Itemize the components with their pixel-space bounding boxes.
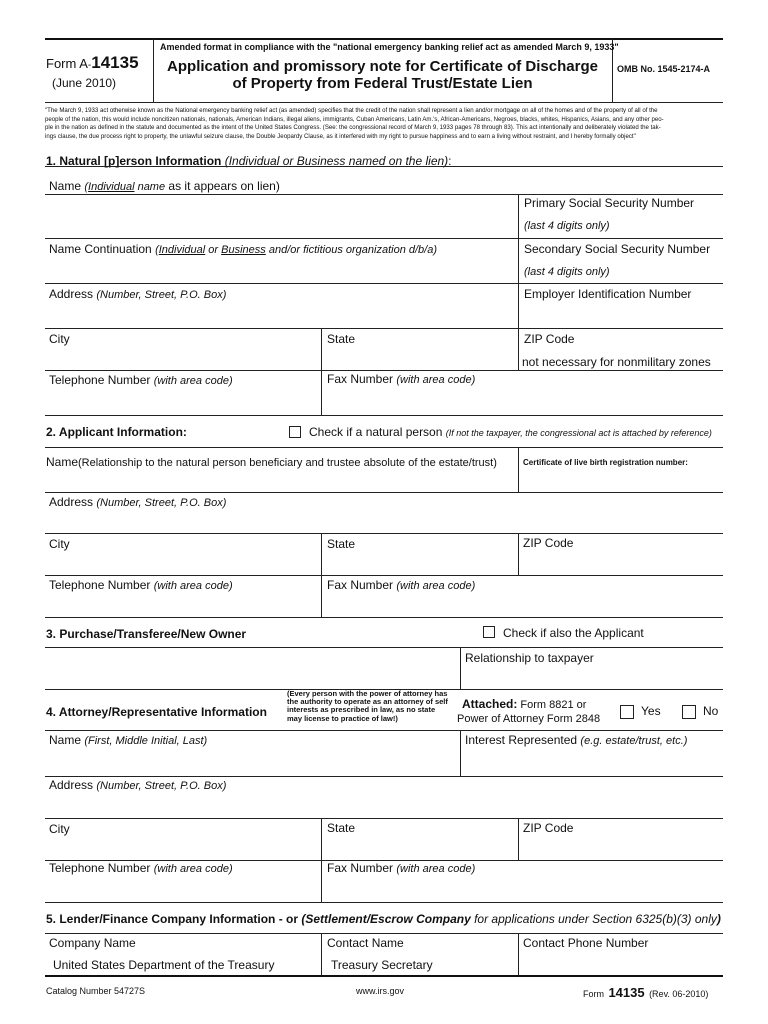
s2-phone-note: (with area code): [153, 580, 233, 592]
s2-name-note: (Relationship to the natural person beneficiary and trustee absolute of the estate/trust): [78, 457, 497, 469]
s5-company-value: United States Department of the Treasury: [53, 958, 275, 972]
s4-poa-line: may license to practice of law!): [287, 713, 398, 723]
rule: [45, 575, 723, 576]
s1-phone-label[interactable]: [49, 373, 233, 387]
s5-phone-label[interactable]: Contact Phone Number: [523, 936, 649, 950]
title-line-1: Application and promissory note for Certificate of Discharge: [167, 58, 598, 75]
s4-phone-note: (with area code): [153, 863, 233, 875]
rule: [45, 370, 723, 371]
s4-name-note: (First, Middle Initial, Last): [84, 735, 208, 747]
s2-zip-label[interactable]: ZIP Code: [523, 536, 574, 550]
rule: [45, 283, 723, 284]
s2-fax-text: Fax Number: [327, 578, 394, 592]
s4-address-text: Address: [49, 778, 94, 792]
footer-rule: [45, 975, 723, 977]
s5-company-label[interactable]: Company Name: [49, 936, 136, 950]
form-prefix: Form A: [46, 56, 88, 71]
s1-name-cont-b: or: [205, 244, 222, 256]
s4-address-label[interactable]: [49, 778, 226, 792]
s4-poa-note: [287, 690, 448, 723]
s1-secondary-ssn-label[interactable]: Secondary Social Security Number: [524, 242, 711, 256]
s2-right-divider: [518, 533, 519, 575]
s1-name-cont-c: Business: [221, 244, 266, 256]
rule: [45, 818, 723, 819]
s4-yes-label: Yes: [641, 704, 661, 718]
s5-title: 5. Lender/Finance Company Information - or: [46, 912, 299, 926]
s1-name-note-c: as it appears on lien): [165, 179, 280, 193]
catalog-number: Catalog Number 54727S: [46, 986, 146, 996]
s4-interest-note: (e.g. estate/trust, etc.): [580, 735, 688, 747]
rule: [45, 647, 723, 648]
form-id: [46, 53, 139, 73]
section-2-heading: 2. Applicant Information:: [46, 425, 187, 439]
s2-fax-note: (with area code): [396, 580, 476, 592]
preamble-line: "The March 9, 1933 act otherwise known as the National emergency banking relief act (as amended) specifies that the credit of the nation shall represent a lien and/or mortgage on all of the homes and of the property of all of the: [45, 107, 658, 114]
s4-divider: [460, 730, 461, 776]
s5-note-c: for applications under Section 6325(b)(3) only: [470, 912, 717, 926]
preamble-text: [45, 107, 725, 141]
footer-rev: (Rev. 06-2010): [649, 989, 709, 999]
page-title: [153, 58, 612, 92]
s5-contact-label[interactable]: Contact Name: [327, 936, 404, 950]
s2-natural-person-checkbox[interactable]: [289, 426, 301, 438]
rule: [45, 617, 723, 618]
s4-name-label[interactable]: [49, 733, 207, 747]
s4-no-label: No: [703, 704, 719, 718]
s4-poa-line: the authority to operate as an attorney of self: [287, 697, 448, 707]
header-bottom-rule: [45, 102, 723, 103]
s3-relationship-label[interactable]: Relationship to taxpayer: [465, 651, 594, 665]
s5-mid-divider: [321, 933, 322, 976]
header-top-rule: [45, 38, 723, 40]
s1-ein-label[interactable]: Employer Identification Number: [524, 287, 692, 301]
s4-attached-label: Attached:: [462, 697, 518, 711]
rule: [45, 730, 723, 731]
rule: [45, 933, 723, 934]
s4-right-divider: [518, 818, 519, 860]
s4-phone-text: Telephone Number: [49, 861, 151, 875]
s2-check-text: Check if a natural person: [309, 425, 443, 439]
section-4-heading: 4. Attorney/Representative Information: [46, 705, 267, 719]
section-3-heading: 3. Purchase/Transferee/New Owner: [46, 627, 247, 641]
rule: [45, 776, 723, 777]
rule: [45, 415, 723, 416]
s1-name-continuation-label[interactable]: Name Continuation (Individual or Business and/or fictitious organization d/b/a): [49, 242, 437, 256]
s1-name-label[interactable]: Name (Individual name as it appears on lien): [49, 179, 280, 193]
s2-phone-label[interactable]: [49, 578, 233, 592]
s2-name-text: Name: [46, 455, 79, 469]
rule: [45, 194, 723, 195]
rule: [45, 447, 723, 448]
s4-interest-text: Interest Represented: [465, 733, 578, 747]
s1-fax-text: Fax Number: [327, 372, 394, 386]
rule: [45, 328, 723, 329]
s4-fax-text: Fax Number: [327, 861, 394, 875]
s1-address-note: (Number, Street, P.O. Box): [96, 289, 227, 301]
rule: [45, 902, 723, 903]
s4-attached-text-2: Power of Attorney Form 2848: [457, 713, 601, 725]
s1-name-note-b: name: [134, 181, 166, 193]
s1-phone-note: (with area code): [153, 375, 233, 387]
s1-phone-text: Telephone Number: [49, 373, 151, 387]
footer-form-id: [583, 984, 708, 1002]
section-1-colon: :: [448, 154, 452, 168]
s2-state-label[interactable]: State: [327, 537, 356, 551]
s1-fax-note: (with area code): [396, 374, 476, 386]
rule: [45, 166, 723, 167]
s1-name-cont-a: Individual: [158, 244, 206, 256]
rule: [45, 492, 723, 493]
s2-fax-label[interactable]: [327, 578, 475, 592]
preamble-line: ings clause, the due process right to property, the unlawful seizure clause, the Double Jeopardy Clause, as it interfered with my right to pursue happiness and to earn a living without restraint, and I hereby formally object": [45, 132, 636, 140]
s2-checkbox-label: [309, 425, 712, 439]
s4-poa-line: interests as prescribed in law, as no state: [287, 705, 436, 715]
s1-name-note-a: Individual: [88, 181, 135, 193]
preamble-line: ple in the nation as defined in the statute and documented as the intent of the United States Congress. (See: the congressional record of March 9, 1933 pages 78 through 83). This act intentionally and deliberately violated the tak-: [45, 124, 661, 131]
s4-interest-label[interactable]: [465, 733, 687, 747]
s4-poa-line: (Every person with the power of attorney has: [287, 689, 448, 698]
s2-city-label[interactable]: City: [49, 537, 70, 551]
s4-yes-checkbox[interactable]: [620, 705, 634, 719]
omb-number: OMB No. 1545-2174-A: [617, 64, 711, 74]
s2-address-note: (Number, Street, P.O. Box): [96, 497, 227, 509]
s4-attached-text-1: Form 8821 or: [520, 699, 587, 711]
s1-name-cont-text: Name Continuation: [49, 242, 152, 256]
s4-zip-label[interactable]: ZIP Code: [523, 821, 574, 835]
s4-fax-label[interactable]: [327, 861, 475, 875]
s4-no-checkbox[interactable]: [682, 705, 696, 719]
s1-name-cont-d: and/or fictitious organization d/b/a): [265, 244, 437, 256]
s2-phone-text: Telephone Number: [49, 578, 151, 592]
s4-phone-label[interactable]: [49, 861, 233, 875]
s1-zip-label[interactable]: ZIP Code: [524, 332, 575, 346]
amended-note: Amended format in compliance with the "national emergency banking relief act as amended March 9, 1933": [160, 42, 619, 52]
s2-name-label[interactable]: [46, 455, 497, 469]
s1-primary-ssn-label[interactable]: Primary Social Security Number: [524, 196, 695, 210]
s3-divider: [460, 647, 461, 690]
title-line-2: of Property from Federal Trust/Estate Lien: [232, 75, 533, 92]
preamble-line: people of the nation, this would include noncitizen nationals, nationals, American Indians, illegal aliens, immigrants, Cuban Americans, Latin Am.'s, African-Americans, Negroes, blacks, whites, Hispanics, Asians, and any other peo-: [45, 115, 664, 123]
s1-city-label[interactable]: City: [49, 332, 70, 346]
s1-fax-label[interactable]: [327, 372, 475, 386]
s1-address-label[interactable]: [49, 287, 226, 301]
section-5-heading: [46, 912, 721, 926]
s5-note-d: ): [716, 912, 721, 926]
s3-also-applicant-checkbox[interactable]: [483, 626, 495, 638]
s5-contact-value: Treasury Secretary: [331, 958, 433, 972]
s1-primary-ssn-note: (last 4 digits only): [524, 220, 610, 232]
rule: [45, 533, 723, 534]
irs-website-link[interactable]: www.irs.gov: [356, 986, 405, 996]
s2-address-text: Address: [49, 495, 94, 509]
s1-mid-column-divider: [321, 328, 322, 415]
s4-name-text: Name: [49, 733, 82, 747]
s1-zip-value: not necessary for nonmilitary zones: [522, 355, 711, 369]
revision-date: (June 2010): [52, 76, 117, 90]
footer-form-number: 14135: [608, 985, 645, 1000]
s1-address-text: Address: [49, 287, 94, 301]
section-1-note: (Individual or Business named on the lien): [224, 154, 449, 168]
s4-fax-note: (with area code): [396, 863, 476, 875]
form-dash: -: [87, 60, 92, 71]
s2-birth-cert-label[interactable]: Certificate of live birth registration number:: [523, 458, 688, 467]
s5-note-b: (Settlement/Escrow Company: [301, 912, 471, 926]
s2-address-label[interactable]: [49, 495, 226, 509]
s3-checkbox-label: Check if also the Applicant: [503, 626, 644, 640]
s4-address-note: (Number, Street, P.O. Box): [96, 780, 227, 792]
s4-state-label[interactable]: State: [327, 821, 356, 835]
s4-city-label[interactable]: City: [49, 822, 70, 836]
s1-name-text: Name: [49, 179, 82, 193]
form-number: 14135: [91, 53, 139, 72]
s1-secondary-ssn-note: (last 4 digits only): [524, 266, 610, 278]
rule: [45, 238, 723, 239]
s2-right-divider-top: [518, 447, 519, 493]
s1-state-label[interactable]: State: [327, 332, 356, 346]
s4-attached-block: [457, 697, 600, 726]
footer-form-word: Form: [583, 989, 604, 999]
s5-right-divider: [518, 933, 519, 976]
section-1-title: 1. Natural [p]erson Information: [46, 154, 222, 168]
s2-check-note: (If not the taxpayer, the congressional act is attached by reference): [445, 428, 712, 438]
